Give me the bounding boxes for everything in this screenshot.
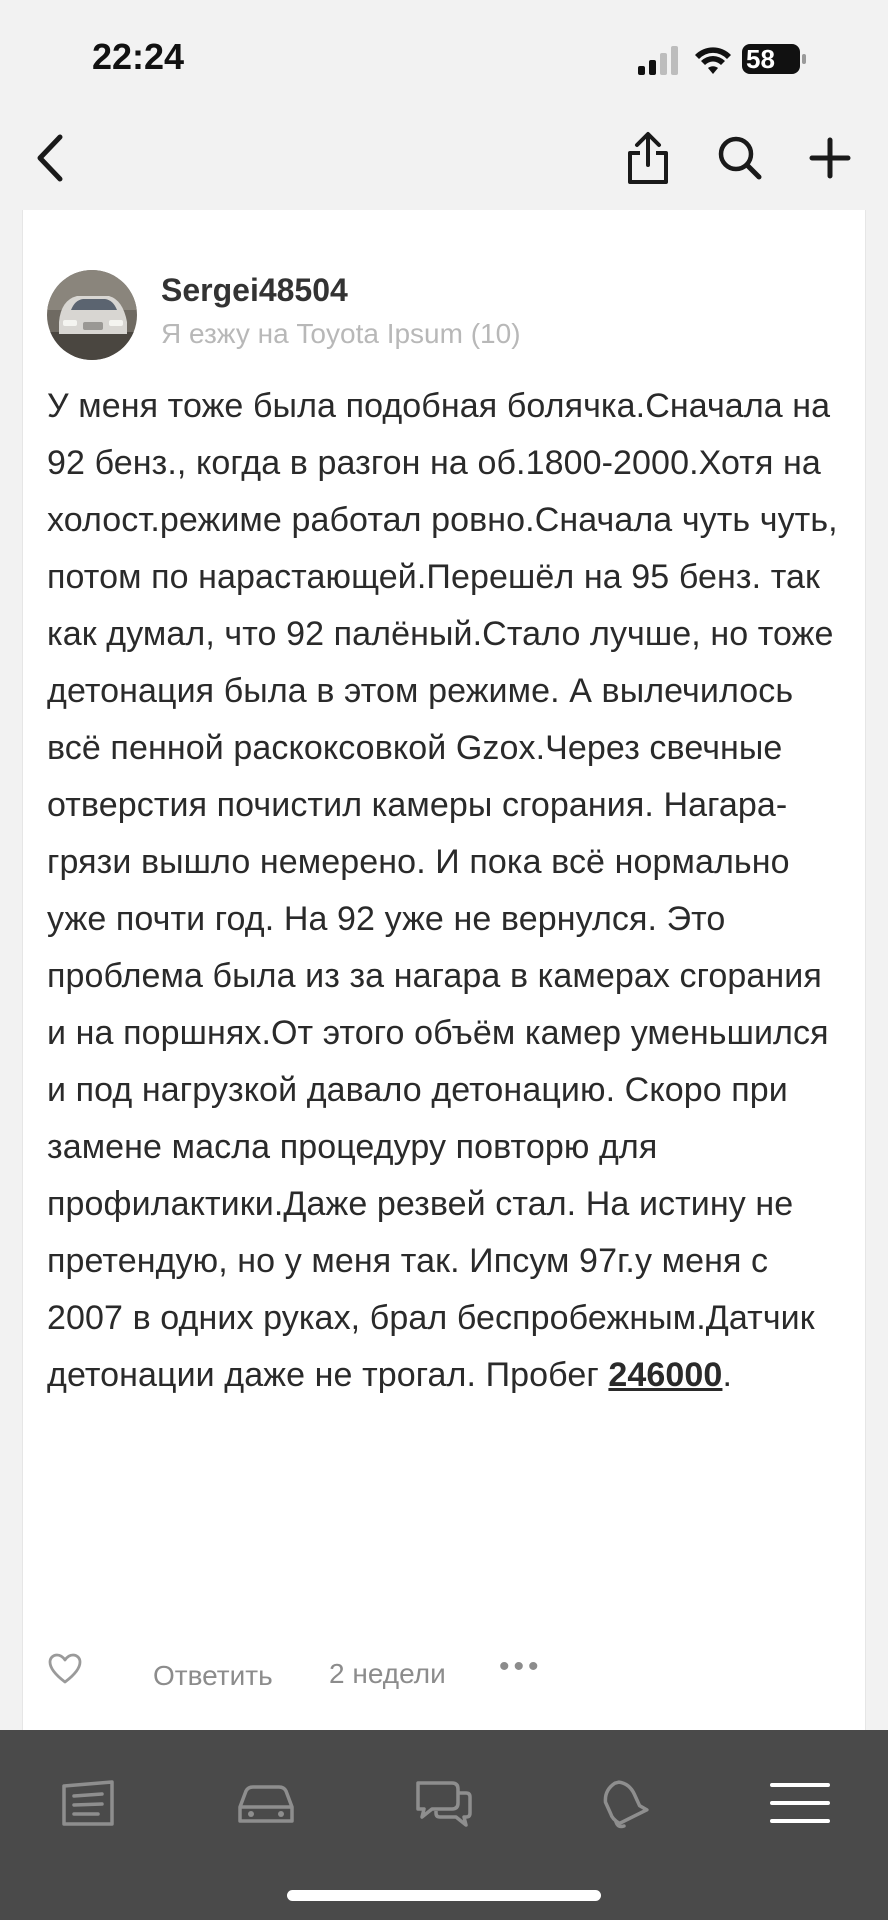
username[interactable]: Sergei48504 (161, 272, 348, 308)
heart-icon (47, 1652, 83, 1686)
share-icon (625, 131, 671, 185)
share-button[interactable] (616, 126, 680, 190)
tab-notifications[interactable] (582, 1768, 662, 1838)
car-icon (234, 1779, 298, 1827)
menu-icon (769, 1781, 831, 1825)
tab-garage[interactable] (226, 1768, 306, 1838)
comment-text (47, 378, 847, 1404)
chevron-left-icon (32, 133, 72, 183)
comment-card (22, 210, 866, 1730)
tab-messages[interactable] (404, 1768, 484, 1838)
bell-icon (594, 1776, 650, 1830)
mileage-link[interactable]: 246000 (608, 1356, 723, 1394)
tab-menu[interactable] (760, 1768, 840, 1838)
comment-end: . (722, 1356, 732, 1394)
battery-icon (742, 44, 800, 74)
status-time: 22:24 (92, 36, 185, 77)
status-icons (638, 44, 828, 76)
back-button[interactable] (20, 126, 84, 190)
post-age: 2 недели (329, 1658, 446, 1689)
search-icon (717, 135, 763, 181)
search-button[interactable] (708, 126, 772, 190)
status-bar (0, 0, 888, 110)
tab-feed[interactable] (48, 1768, 128, 1838)
home-indicator (287, 1890, 601, 1901)
add-button[interactable] (798, 126, 862, 190)
chat-icon (412, 1777, 476, 1829)
comment-actions (47, 1646, 847, 1706)
user-car-subtitle[interactable]: Я езжу на Toyota Ipsum (10) (161, 318, 521, 349)
wifi-icon (695, 47, 731, 74)
car-photo-icon (47, 270, 137, 360)
more-button[interactable]: ••• (499, 1650, 543, 1683)
signal-icon (638, 46, 678, 75)
reply-button[interactable]: Ответить (153, 1660, 273, 1691)
like-button[interactable] (47, 1652, 83, 1691)
battery-cap (802, 54, 806, 64)
nav-bar (0, 110, 888, 210)
plus-icon (809, 137, 851, 179)
feed-icon (58, 1778, 118, 1828)
comment-body: У меня тоже была подобная болячка.Сначала на 92 бенз., когда в разгон на об.1800-2000.Хотя на холост.режиме работал ровно.Сначала чуть чуть, потом по нарастающей.Перешёл на 95 бенз. так как думал, что 92 палёный.Стало лучше, но тоже детонация была в этом режиме. А вылечилось всё пенной раскоксовкой Gzox.Через свечные отверстия почистил камеры сгорания. Нагара-грязи вышло немерено. И пока всё нормально уже почти год. На 92 уже не вернулся. Это проблема была из за нагара в камерах сгорания и на поршнях.От этого объём камер уменьшился и под нагрузкой давало детонацию. Скоро при замене масла процедуру повторю для профилактики.Даже резвей стал. На истину не претендую, но у меня так. Ипсум 97г.у меня с 2007 в одних руках, брал беспробежным.Датчик детонации даже не трогал. Пробег (47, 387, 838, 1394)
battery-level: 58 (746, 43, 775, 74)
avatar[interactable] (47, 270, 137, 360)
